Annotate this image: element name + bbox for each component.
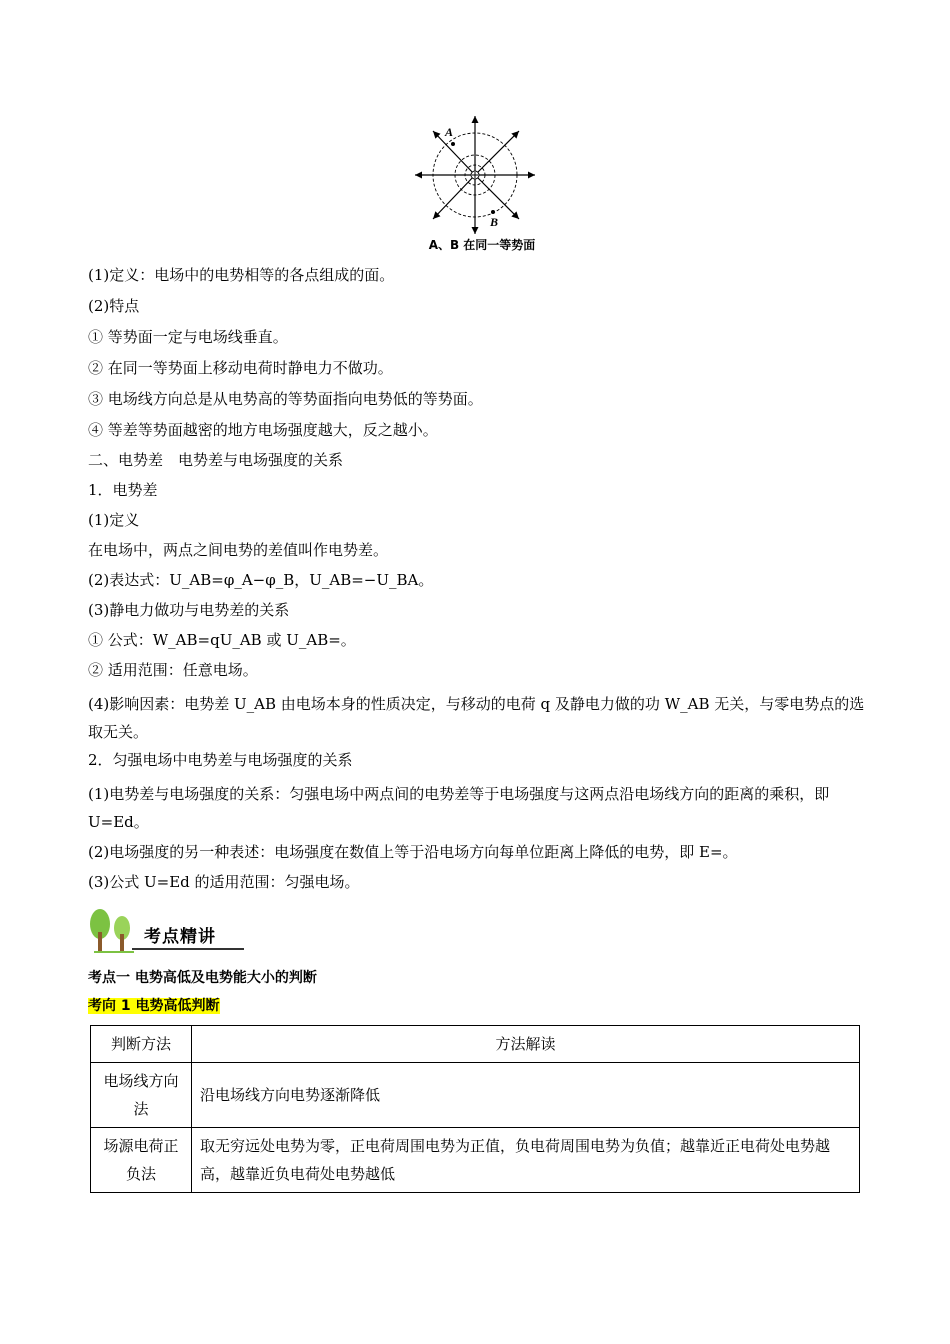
feature-2: ② 在同一等势面上移动电荷时静电力不做功。 bbox=[88, 359, 393, 377]
header-desc: 方法解读 bbox=[192, 1026, 860, 1063]
row-desc: 取无穷远处电势为零，正电荷周围电势为正值，负电荷周围电势为负值；越靠近正电荷处电势越高，越靠近负电荷处电势越低 bbox=[192, 1128, 860, 1193]
point-b-label: B bbox=[490, 215, 499, 229]
subheading-highlight: 考向 1 电势高低判断 bbox=[88, 998, 220, 1014]
feature-1: ① 等势面一定与电场线垂直。 bbox=[88, 328, 288, 346]
table-row bbox=[91, 1063, 860, 1128]
feature-4: ④ 等差等势面越密的地方电场强度越大，反之越小。 bbox=[88, 421, 438, 439]
definition-line: (1)定义：电场中的电势相等的各点组成的面。 bbox=[88, 266, 395, 284]
section-two-heading: 二、电势差 电势差与电场强度的关系 bbox=[88, 451, 344, 469]
row-method: 场源电荷正负法 bbox=[91, 1128, 192, 1193]
point-a-label: A bbox=[445, 125, 454, 139]
formula-line: ① 公式：W_AB=qU_AB 或 U_AB=。 bbox=[88, 631, 356, 649]
row-desc: 沿电场线方向电势逐渐降低 bbox=[192, 1063, 860, 1128]
features-heading: (2)特点 bbox=[88, 297, 140, 315]
banner-title: 考点精讲 bbox=[144, 927, 216, 947]
row-method: 电场线方向法 bbox=[91, 1063, 192, 1128]
expression-line: (2)表达式：U_AB=φ_A−φ_B，U_AB=−U_BA。 bbox=[88, 571, 434, 589]
subsection-2: 2．匀强电场中电势差与电场强度的关系 bbox=[88, 751, 353, 769]
table-row bbox=[91, 1128, 860, 1193]
work-relation-heading: (3)静电力做功与电势差的关系 bbox=[88, 601, 290, 619]
factors-line: (4)影响因素：电势差 U_AB 由电场本身的性质决定，与移动的电荷 q 及静电力做的功 W_AB 无关，与零电势点的选取无关。 bbox=[88, 695, 865, 741]
header-method: 判断方法 bbox=[91, 1026, 192, 1063]
relation-line: (1)电势差与电场强度的关系：匀强电场中两点间的电势差等于电场强度与这两点沿电场线方向的距离的乘积，即 U=Ed。 bbox=[88, 785, 830, 831]
definition-heading: (1)定义 bbox=[88, 511, 140, 529]
scope-line: ② 适用范围：任意电场。 bbox=[88, 661, 258, 679]
figure-caption: A、B 在同一等势面 bbox=[428, 238, 536, 252]
banner-underline bbox=[132, 948, 244, 950]
method-table bbox=[90, 1025, 860, 1193]
scope-formula-line: (3)公式 U=Ed 的适用范围：匀强电场。 bbox=[88, 873, 360, 891]
field-strength-line: (2)电场强度的另一种表述：电场强度在数值上等于沿电场方向每单位距离上降低的电势，即 E=。 bbox=[88, 843, 738, 861]
table-header-row bbox=[91, 1026, 860, 1063]
definition-text: 在电场中，两点之间电势的差值叫作电势差。 bbox=[88, 541, 389, 559]
section-heading: 考点一 电势高低及电势能大小的判断 bbox=[88, 970, 317, 986]
feature-3: ③ 电场线方向总是从电势高的等势面指向电势低的等势面。 bbox=[88, 390, 483, 408]
subsection-1: 1．电势差 bbox=[88, 481, 158, 499]
